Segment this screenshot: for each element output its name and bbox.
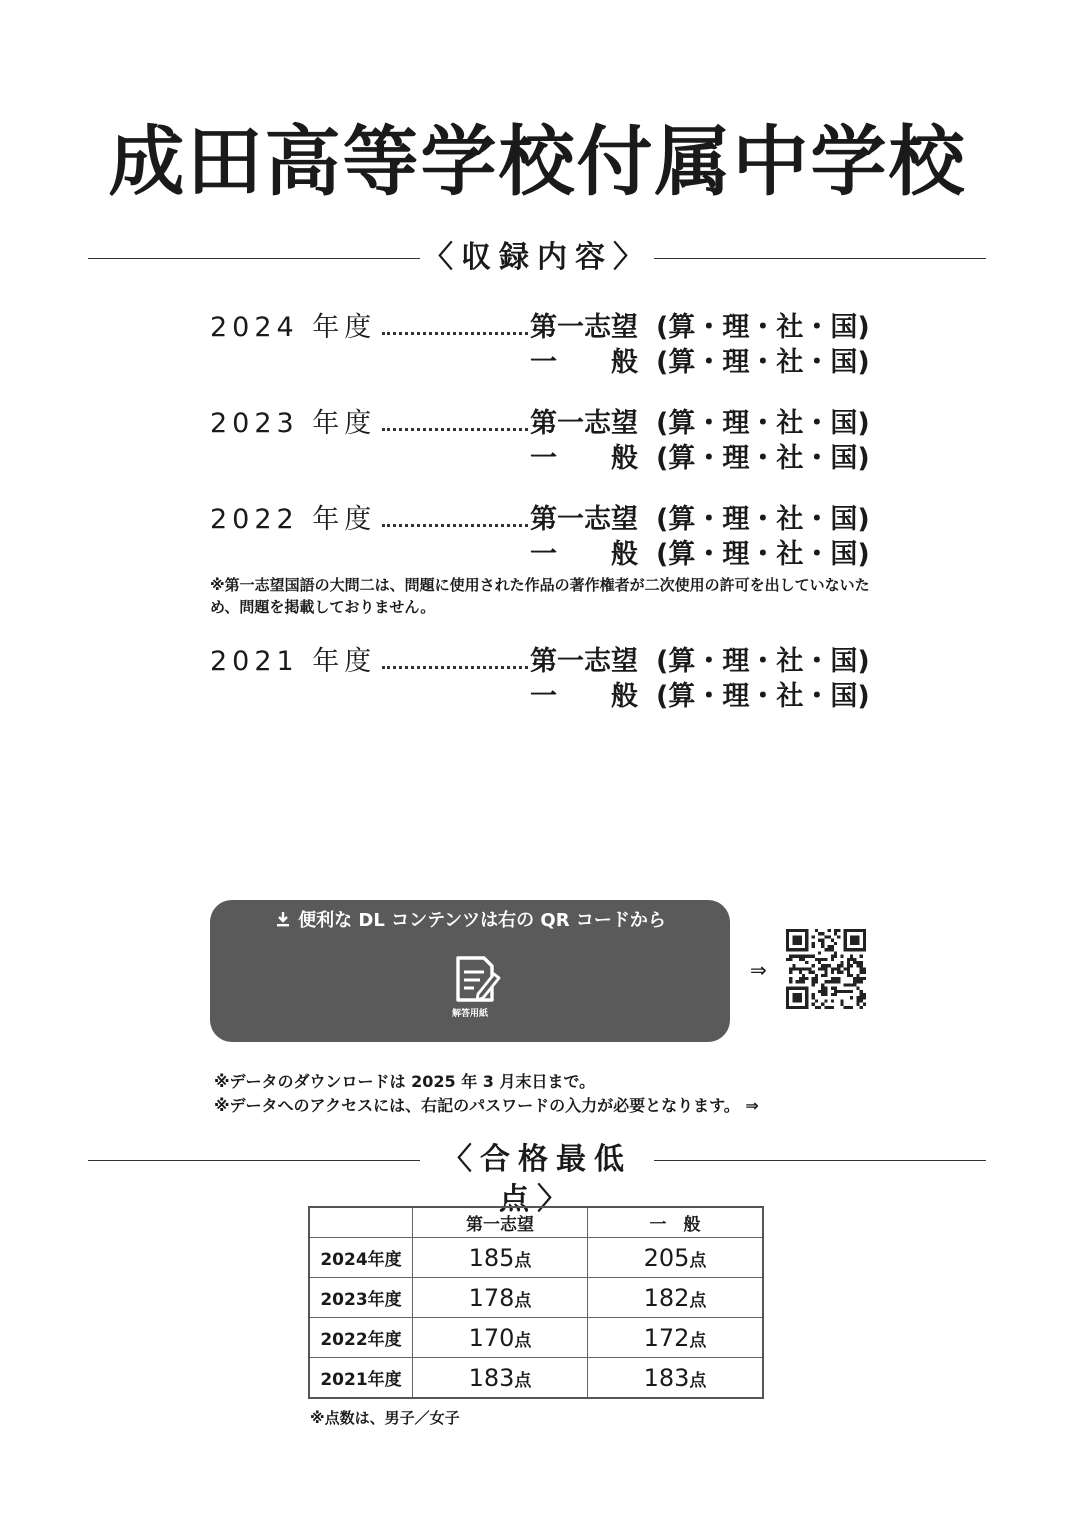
exam-type: 一 般	[530, 681, 638, 712]
score-unit: 点	[514, 1370, 532, 1391]
page-title: 成田高等学校付属中学校	[108, 117, 967, 206]
score-value: 183	[468, 1363, 515, 1392]
download-deadline-note: ※データのダウンロードは 2025 年 3 月末日まで。	[214, 1072, 596, 1091]
qr-code[interactable]	[786, 929, 866, 1009]
exam-type: 第一志望	[530, 646, 638, 677]
dl-content-banner[interactable]	[210, 900, 730, 1042]
contents-line	[210, 679, 870, 714]
subjects: (算・理・社・国)	[656, 539, 870, 570]
heading-rule-right	[654, 258, 986, 259]
password-note: ※データへのアクセスには、右記のパスワードの入力が必要となります。 ⇒	[214, 1096, 759, 1115]
subjects: (算・理・社・国)	[656, 408, 870, 439]
year-block-2023	[210, 406, 870, 476]
year-label: 2024 年度	[210, 312, 377, 343]
contents-heading	[88, 238, 986, 278]
year-label: 2023 年度	[210, 408, 377, 439]
score-value: 172	[643, 1323, 690, 1352]
score-cell	[588, 1238, 764, 1278]
scores-heading	[88, 1140, 986, 1217]
table-row	[309, 1278, 763, 1318]
score-unit: 点	[514, 1290, 532, 1311]
header-cell	[309, 1207, 413, 1238]
year-label: 2021 年度	[210, 646, 377, 677]
score-cell	[413, 1278, 588, 1318]
scores-heading-text: 〈合格最低点〉	[442, 1142, 632, 1217]
heading-rule-right	[654, 1160, 986, 1161]
score-unit: 点	[689, 1370, 707, 1391]
subjects: (算・理・社・国)	[656, 504, 870, 535]
year-cell: 2021年度	[309, 1358, 413, 1399]
score-value: 170	[468, 1323, 515, 1352]
leader-dots	[382, 428, 528, 431]
subjects: (算・理・社・国)	[656, 681, 870, 712]
score-value: 185	[468, 1243, 515, 1272]
score-value: 205	[643, 1243, 690, 1272]
leader-dots	[382, 332, 528, 335]
exam-type: 一 般	[530, 443, 638, 474]
contents-list	[210, 310, 870, 740]
header-cell: 第一志望	[413, 1207, 588, 1238]
contents-line	[210, 310, 870, 345]
subjects: (算・理・社・国)	[656, 443, 870, 474]
header-cell: 一 般	[588, 1207, 764, 1238]
leader-dots	[382, 524, 528, 527]
subjects: (算・理・社・国)	[656, 646, 870, 677]
contents-line	[210, 502, 870, 537]
score-cell	[413, 1238, 588, 1278]
table-row	[309, 1238, 763, 1278]
contents-line	[210, 345, 870, 380]
heading-rule-left	[88, 1160, 420, 1161]
dl-banner-text: 便利な DL コンテンツは右の QR コードから	[298, 910, 666, 931]
download-notes	[214, 1070, 759, 1118]
answer-sheet-icon	[450, 954, 502, 1006]
subjects: (算・理・社・国)	[656, 347, 870, 378]
leader-dots	[382, 666, 528, 669]
table-row	[309, 1358, 763, 1399]
score-unit: 点	[514, 1250, 532, 1271]
year-label: 2022 年度	[210, 504, 377, 535]
year-cell: 2024年度	[309, 1238, 413, 1278]
score-unit: 点	[689, 1250, 707, 1271]
scores-table-wrap	[308, 1206, 764, 1399]
contents-heading-text: 〈収録内容〉	[423, 240, 651, 275]
contents-line	[210, 644, 870, 679]
subjects: (算・理・社・国)	[656, 312, 870, 343]
table-header-row	[309, 1207, 763, 1238]
exam-type: 一 般	[530, 347, 638, 378]
score-unit: 点	[689, 1290, 707, 1311]
score-cell	[588, 1278, 764, 1318]
arrow-to-qr: ⇒	[750, 958, 767, 982]
minimum-scores-table	[308, 1206, 764, 1399]
score-unit: 点	[689, 1330, 707, 1351]
score-cell	[413, 1318, 588, 1358]
year-cell: 2023年度	[309, 1278, 413, 1318]
dl-banner-title	[210, 908, 730, 934]
scores-note: ※点数は、男子／女子	[310, 1409, 460, 1427]
score-cell	[588, 1358, 764, 1399]
score-value: 178	[468, 1283, 515, 1312]
exam-type: 第一志望	[530, 312, 638, 343]
answer-sheet-caption: 解答用紙	[451, 1009, 488, 1019]
heading-rule-left	[88, 258, 420, 259]
score-value: 182	[643, 1283, 690, 1312]
exam-type: 第一志望	[530, 504, 638, 535]
download-icon	[274, 910, 292, 928]
score-unit: 点	[514, 1330, 532, 1351]
contents-line	[210, 537, 870, 572]
score-value: 183	[643, 1363, 690, 1392]
score-cell	[588, 1318, 764, 1358]
exam-type: 一 般	[530, 539, 638, 570]
year-block-2021	[210, 644, 870, 714]
exam-type: 第一志望	[530, 408, 638, 439]
copyright-note: ※第一志望国語の大問二は、問題に使用された作品の著作権者が二次使用の許可を出していないため、問題を掲載しておりません。	[210, 576, 870, 616]
year-block-2022	[210, 502, 870, 618]
contents-line	[210, 441, 870, 476]
score-cell	[413, 1358, 588, 1399]
table-row	[309, 1318, 763, 1358]
contents-line	[210, 406, 870, 441]
year-block-2024	[210, 310, 870, 380]
year-cell: 2022年度	[309, 1318, 413, 1358]
